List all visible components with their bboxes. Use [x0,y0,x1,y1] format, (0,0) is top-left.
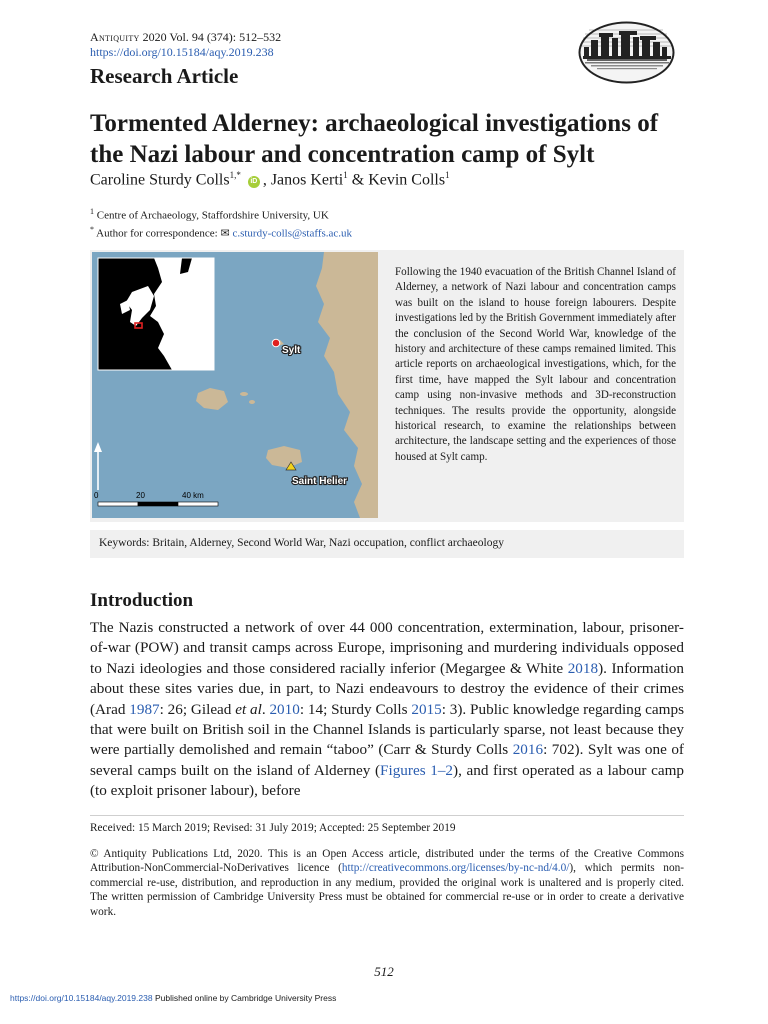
location-map [92,252,378,518]
author-name: Janos Kerti [270,171,344,189]
journal-info: 2020 Vol. 94 (374): 512–532 [142,30,282,44]
orcid-icon[interactable]: iD [248,176,260,188]
introduction-heading: Introduction [90,590,194,611]
citation-link[interactable]: 1987 [129,700,160,718]
map-scale-label-20: 20 [136,491,145,500]
footer-publisher: Published online by Cambridge University Press [152,993,337,1003]
keywords-panel [90,530,684,558]
affiliations [90,205,352,240]
author-separator: , [262,171,271,189]
citation-link[interactable]: 2018 [567,659,599,677]
citation-link[interactable]: 2015 [411,700,442,718]
article-title: Tormented Alderney: archaeological investigations of the Nazi labour and concentration camp of Sylt [90,110,659,168]
body-text: : 26; Gilead [159,700,236,718]
map-scale-label-40: 40 km [182,491,204,500]
page-number: 512 [374,964,394,979]
antiquity-stones-logo [577,20,676,85]
citation-link[interactable]: 2016 [512,741,544,759]
author-name: Kevin Colls [368,171,446,189]
keywords-text: Keywords: Britain, Alderney, Second World War, Nazi occupation, conflict archaeology [99,537,504,549]
page-footer [10,993,336,1003]
journal-name: Antiquity [90,30,140,44]
body-text: . [261,700,270,718]
envelope-icon: ✉ [220,227,230,240]
license-text: © Antiquity Publications Ltd, 2020. This is an Open Access article, distributed under the terms of the Creative Commons Attribution-NonCommercial-NoDerivatives licence ( [90,848,684,875]
correspondence-line [90,223,352,241]
author-separator: & [347,171,369,189]
correspondence-email-link[interactable]: c.sturdy-colls@staffs.ac.uk [232,227,353,240]
correspondence-label: Author for correspondence: [96,227,218,240]
license-notice [90,847,684,919]
doi-link[interactable]: https://doi.org/10.15184/aqy.2019.238 [90,45,274,59]
body-text: ). Information about these sites varies due, in part, to Nazi endeavours to destroy the evidence of their crimes (Arad [90,659,684,718]
map-scale-label-0: 0 [94,491,99,500]
figures-link[interactable]: Figures 1–2 [380,761,454,779]
author-affiliation-mark: 1 [445,170,450,180]
license-link[interactable]: http://creativecommons.org/licenses/by-nc-nd/4.0/ [341,862,570,875]
footnote-divider [90,815,684,816]
body-text: : 702). Sylt was one of several camps built on the island of Alderney ( [90,741,684,779]
author-affiliation-mark: 1 [343,170,348,180]
author-affiliation-mark: 1,* [229,170,241,180]
author-list [90,170,450,189]
citation-link[interactable]: 2010 [269,700,300,718]
received-dates: Received: 15 March 2019; Revised: 31 July 2019; Accepted: 25 September 2019 [90,822,456,834]
map-label-sylt: Sylt [282,345,301,356]
affiliation-text: Centre of Archaeology, Staffordshire University, UK [96,209,329,222]
article-type-label: Research Article [90,64,239,88]
body-text: ), and first operated as a labour camp (to exploit prisoner labour), before [90,761,684,800]
license-text: ), which permits non-commercial re-use, distribution, and reproduction in any medium, provided the original work is unaltered and is properly cited. The written permission of Cambridge University Press must be obtained for commercial re-use or in order to create a derivative work. [90,862,685,918]
map-label-saint-helier: Saint Helier [292,476,348,487]
body-text: The Nazis constructed a network of over 44 000 concentration, extermination, labour, prisoner-of-war (POW) and transit camps across Europe, imprisoning and murdering individuals opposed to Nazi ideologies and those considered racially inferior (Megargee & White [90,619,684,677]
journal-citation [90,30,281,45]
abstract-panel [90,250,684,522]
affiliation-mark: 1 [90,207,94,216]
author-name: Caroline Sturdy Colls [90,171,230,189]
abstract-text: Following the 1940 evacuation of the British Channel Island of Alderney, a network of Nazi labour and concentration camps was built on the island to house foreign labourers. Despite investigations led by the British Government immediately after the conclusion of the Second World War, knowledge of the history and architecture of these camps remained limited. This article reports on archaeological investigations, which, for the first time, have mapped the Sylt labour and concentration camp using non-invasive methods and 3D-reconstruction techniques. The results provide the opportunity, alongside historical research, to examine the relationships between architecture, the landscape setting and the experiences of those housed at Sylt camp. [395,266,676,463]
body-text: : 14; Sturdy Colls [299,700,412,718]
body-text-italic: et al [235,700,262,718]
body-text: : 3). Public knowledge regarding camps that were built on British soil in the Channel Islands is particularly sparse, not least because they were partially demolished and remain “taboo” (Carr & Sturdy Colls [90,700,684,759]
affiliation-line [90,205,352,223]
footer-doi-link[interactable]: https://doi.org/10.15184/aqy.2019.238 [10,993,153,1003]
introduction-paragraph [90,618,684,802]
correspondence-mark: * [90,224,94,234]
